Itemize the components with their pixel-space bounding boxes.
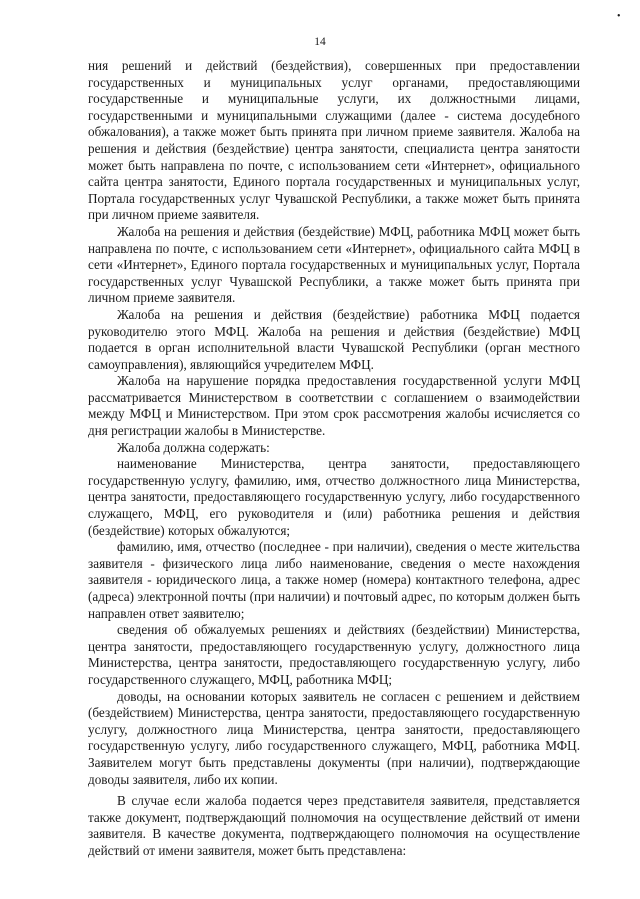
body-text (88, 58, 580, 860)
list-item-applicant-details: фамилию, имя, отчество (последнее - при наличии), сведения о месте жительства заявителя - физического лица либо наименование, сведения о месте нахождения заявителя - юридического лица, а также номер (номера) контактного телефона, адрес (адреса) электронной почты (при наличии) и почтовый адрес, по которым должен быть направлен ответ заявителю; (88, 539, 580, 621)
paragraph-representative: В случае если жалоба подается через представителя заявителя, представляется также документ, подтверждающий полномочия на осуществление действий от имени заявителя. В качестве документа, подтверждающего полномочия на осуществление действий от имени заявителя, может быть представлена: (88, 793, 580, 858)
list-item-arguments: доводы, на основании которых заявитель не согласен с решением и действием (бездействием) Министерства, центра занятости, предоставляющего государственную услугу, должностного лица Министерства, центра занятости, предоставляющего государственную услугу, либо государственного служащего, МФЦ, работника МФЦ. Заявителем могут быть представлены документы (при наличии), подтверждающие доводы заявителя, либо их копии. (88, 688, 580, 787)
corner-mark: • (617, 11, 621, 22)
page-number: 14 (314, 36, 326, 48)
paragraph-continuation: ния решений и действий (бездействия), совершенных при предоставлении государственных и муниципальных услуг органами, предоставляющими государственные и муниципальные услуги, их должностными лицами, государственными и муниципальными служащими (далее - система досудебного обжалования), а также может быть принята при личном приеме заявителя. Жалоба на решения и действия (бездействие) центра занятости, специалиста центра занятости может быть направлена по почте, с использованием сети «Интернет», официального сайта центра занятости, Единого портала государственных и муниципальных услуг, Портала государственных услуг Чувашской Республики, а также может быть принята при личном приеме заявителя. (88, 58, 580, 223)
paragraph-mfc-complaint-channels: Жалоба на решения и действия (бездействие) МФЦ, работника МФЦ может быть направлена по почте, с использованием сети «Интернет», официального сайта МФЦ в сети «Интернет», Единого портала государственных и муниципальных услуг, Портала государственных услуг Чувашской Республики, а также может быть принята при личном приеме заявителя. (88, 223, 580, 306)
list-item-authority-name: наименование Министерства, центра занятости, предоставляющего государственную услугу, фамилию, имя, отчество должностного лица Министерства, центра занятости, предоставляющего государственную услугу, либо государственного служащего, МФЦ, его руководителя и (или) работника решения и действия (бездействие) которых обжалуются; (88, 456, 580, 538)
paragraph-procedure-violation: Жалоба на нарушение порядка предоставления государственной услуги МФЦ рассматривается Министерством в соответствии с соглашением о взаимодействии между МФЦ и Министерством. При этом срок рассмотрения жалобы исчисляется со дня регистрации жалобы в Министерстве. (88, 373, 580, 439)
paragraph-mfc-complaint-recipient: Жалоба на решения и действия (бездействие) работника МФЦ подается руководителю этого МФЦ. Жалоба на решения и действия (бездействие) МФЦ подается в орган исполнительной власти Чувашской Республики (орган местного самоуправления), являющийся учредителем МФЦ. (88, 306, 580, 372)
list-item-appealed-decisions: сведения об обжалуемых решениях и действиях (бездействии) Министерства, центра занятости, предоставляющего государственную услугу, должностного лица Министерства, центра занятости, предоставляющего государственную услугу, либо государственного служащего, МФЦ, работника МФЦ; (88, 622, 580, 687)
paragraph-complaint-contents-heading: Жалоба должна содержать: (117, 439, 270, 455)
